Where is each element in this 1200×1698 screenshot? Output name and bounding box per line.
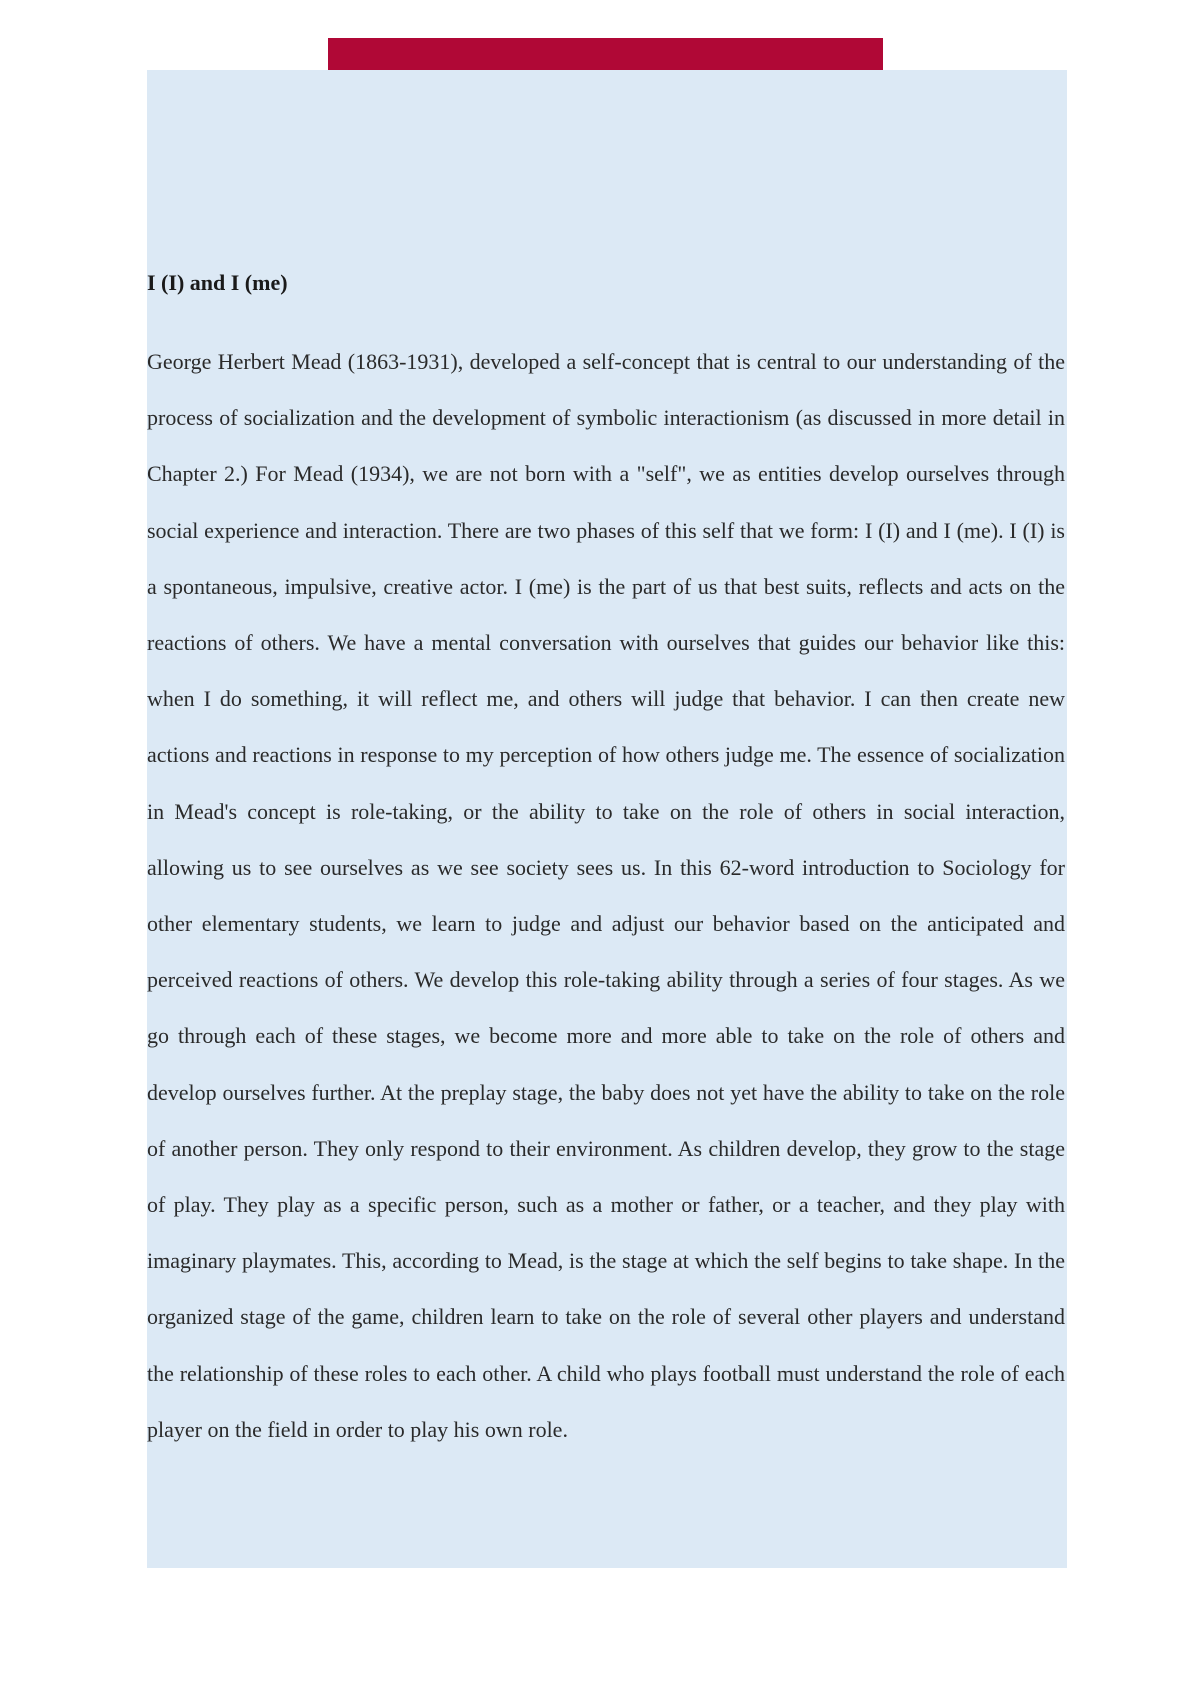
section-heading: I (I) and I (me) <box>147 270 288 295</box>
top-banner <box>328 38 883 70</box>
body-paragraph: George Herbert Mead (1863-1931), developed a self-concept that is central to our understanding of the process of socialization and the development of symbolic interactionism (as discussed in more detail in Chapter 2.) For Mead (1934), we are not born with a "self", we as entities develop ourselves through social experience and interaction. There are two phases of this self that we form: I (I) and I (me). I (I) is a spontaneous, impulsive, creative actor. I (me) is the part of us that best suits, reflects and acts on the reactions of others. We have a mental conversation with ourselves that guides our behavior like this: when I do something, it will reflect me, and others will judge that behavior. I can then create new actions and reactions in response to my perception of how others judge me. The essence of socialization in Mead's concept is role-taking, or the ability to take on the role of others in social interaction, allowing us to see ourselves as we see society sees us. In this 62-word introduction to Sociology for other elementary students, we learn to judge and adjust our behavior based on the anticipated and perceived reactions of others. We develop this role-taking ability through a series of four stages. As we go through each of these stages, we become more and more able to take on the role of others and develop ourselves further. At the preplay stage, the baby does not yet have the ability to take on the role of another person. They only respond to their environment. As children develop, they grow to the stage of play. They play as a specific person, such as a mother or father, or a teacher, and they play with imaginary playmates. This, according to Mead, is the stage at which the self begins to take shape. In the organized stage of the game, children learn to take on the role of several other players and understand the relationship of these roles to each other. A child who plays football must understand the role of each player on the field in order to play his own role. <box>147 349 1065 1442</box>
